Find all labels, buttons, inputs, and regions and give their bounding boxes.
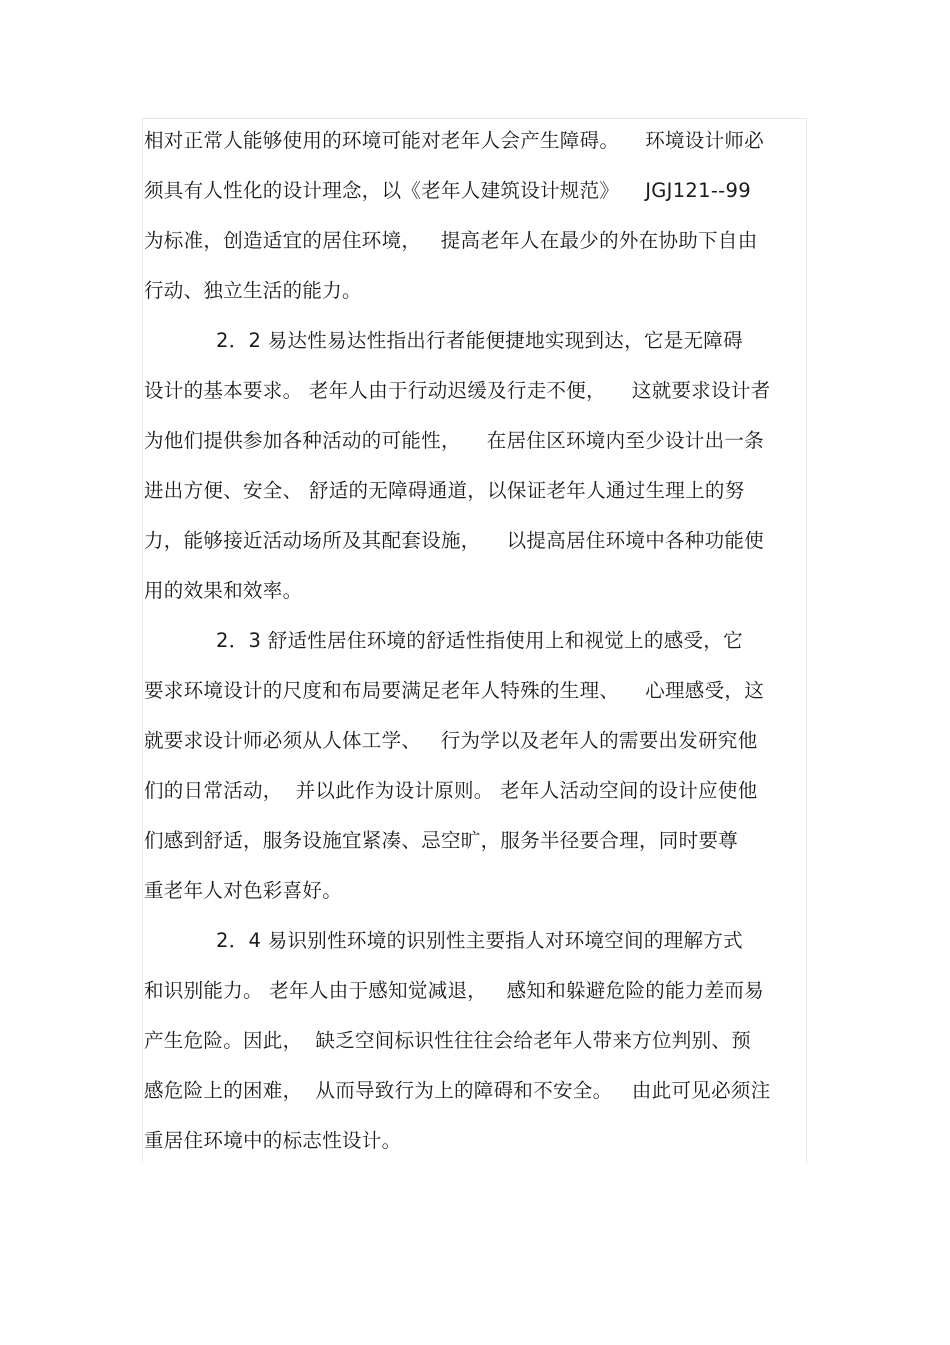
text-line: 和识别能力。 老年人由于感知觉减退， 感知和躲避危险的能力差而易 [144, 979, 764, 1002]
text-line: 为标准，创造适宜的居住环境， 提高老年人在最少的外在协助下自由 [144, 229, 758, 252]
text-line: 们感到舒适，服务设施宜紧凑、忌空旷，服务半径要合理，同时要尊 [144, 829, 739, 852]
section-heading-line: 2．3 舒适性居住环境的舒适性指使用上和视觉上的感受，它 [216, 629, 743, 652]
section-heading-line: 2．2 易达性易达性指出行者能便捷地实现到达，它是无障碍 [216, 329, 743, 352]
text-line: 设计的基本要求。 老年人由于行动迟缓及行走不便， 这就要求设计者 [144, 379, 771, 402]
document-body [144, 116, 814, 1166]
text-line: 相对正常人能够使用的环境可能对老年人会产生障碍。 环境设计师必 [144, 129, 764, 152]
section-heading-line: 2．4 易识别性环境的识别性主要指人对环境空间的理解方式 [216, 929, 743, 952]
text-line: 重居住环境中的标志性设计。 [144, 1129, 402, 1152]
text-line: 们的日常活动， 并以此作为设计原则。 老年人活动空间的设计应使他 [144, 779, 758, 802]
text-line: 产生危险。因此， 缺乏空间标识性往往会给老年人带来方位判别、预 [144, 1029, 751, 1052]
text-line: 须具有人性化的设计理念，以《老年人建筑设计规范》 JGJ121--99 [144, 179, 751, 202]
text-line: 要求环境设计的尺度和布局要满足老年人特殊的生理、 心理感受，这 [144, 679, 764, 702]
text-line: 为他们提供参加各种活动的可能性， 在居住区环境内至少设计出一条 [144, 429, 764, 452]
text-line: 力，能够接近活动场所及其配套设施， 以提高居住环境中各种功能使 [144, 529, 764, 552]
text-line: 就要求设计师必须从人体工学、 行为学以及老年人的需要出发研究他 [144, 729, 758, 752]
text-line: 感危险上的困难， 从而导致行为上的障碍和不安全。 由此可见必须注 [144, 1079, 771, 1102]
text-line: 用的效果和效率。 [144, 579, 303, 602]
text-line: 进出方便、安全、 舒适的无障碍通道，以保证老年人通过生理上的努 [144, 479, 745, 502]
text-line: 重老年人对色彩喜好。 [144, 879, 343, 902]
text-line: 行动、独立生活的能力。 [144, 279, 362, 302]
